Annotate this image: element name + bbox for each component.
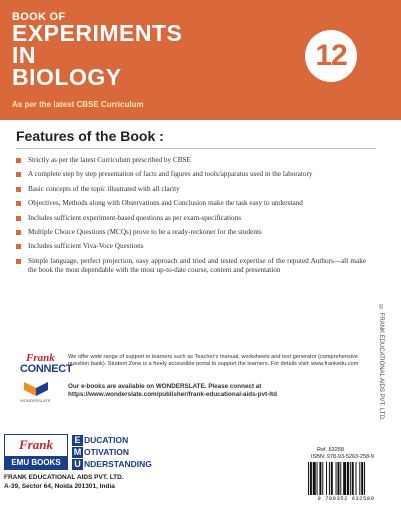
- barcode-bar: [322, 462, 323, 495]
- square-bullet-icon: [16, 230, 21, 235]
- barcode-bar: [319, 462, 321, 495]
- barcode-bar: [317, 462, 318, 495]
- square-bullet-icon: [16, 158, 21, 163]
- barcode-bar: [326, 462, 327, 495]
- list-item: Multiple Choice Questions (MCQs) prove to be a ready-reckoner for the students: [16, 228, 366, 237]
- motto-line: U NDERSTANDING: [72, 458, 152, 470]
- barcode-bar: [343, 462, 346, 495]
- list-item: Basic concepts of the topic illustrated with all clarity: [16, 185, 366, 194]
- emu-motto: [72, 434, 152, 470]
- barcode-bar: [313, 462, 316, 495]
- grade-badge: [305, 30, 357, 82]
- barcode-image: [307, 462, 385, 495]
- list-item: Strictly as per the latest Curriculum prescribed by CBSE: [16, 156, 366, 165]
- title-line: IN: [12, 42, 36, 68]
- copyright-vertical: [378, 305, 388, 465]
- wonderslate-link[interactable]: https://www.wonderslate.com/publisher/frank-educational-aids-pvt-ltd: [68, 391, 277, 398]
- title-line: BIOLOGY: [12, 64, 122, 90]
- features-list: [16, 156, 366, 281]
- publisher-address: A-39, Sector 64, Noida 201301, India: [4, 483, 115, 490]
- publisher-name: FRANK EDUCATIONAL AIDS PVT. LTD.: [4, 474, 124, 481]
- list-item: Objectives, Methods along with Observations and Conclusion make the task easy to understand: [16, 199, 366, 208]
- cover-header: [0, 0, 401, 120]
- book-title: [12, 22, 182, 88]
- square-bullet-icon: [16, 244, 21, 249]
- square-bullet-icon: [16, 172, 21, 177]
- square-bullet-icon: [16, 187, 21, 192]
- barcode-bar: [329, 462, 330, 495]
- frank-connect-logo: [20, 352, 73, 382]
- wonderslate-info: [68, 383, 363, 399]
- barcode-bar: [364, 462, 365, 495]
- barcode-bar: [308, 462, 309, 495]
- logo-frank-text: Frank: [19, 437, 53, 452]
- square-bullet-icon: [16, 216, 21, 221]
- features-heading: Features of the Book :: [16, 128, 164, 144]
- title-line: EXPERIMENTS: [12, 20, 183, 46]
- barcode-bar: [310, 462, 312, 495]
- logo-frank-text: Frank: [26, 352, 55, 364]
- square-bullet-icon: [16, 201, 21, 206]
- list-item: A complete step by step presentation of facts and figures and tools/apparatus used in the laboratory: [16, 170, 366, 179]
- wonderslate-line: Our e-books are available on WONDERSLATE. Please connect at: [68, 383, 262, 390]
- divider: [16, 148, 376, 149]
- ref-number: Ref. 63258: [317, 447, 344, 453]
- motto-line: M OTIVATION: [73, 447, 130, 457]
- barcode-block: [305, 447, 387, 503]
- barcode-bar: [331, 462, 333, 495]
- barcode-bar: [337, 462, 339, 495]
- barcode-bar: [359, 462, 360, 495]
- barcode-digits: 9 789352 632589: [317, 495, 375, 502]
- list-item: Includes sufficient experiment-based questions as per exam-specifications: [16, 214, 366, 223]
- barcode-bar: [361, 462, 363, 495]
- connect-description: We offer wide range of support to learners such as Teacher's manual, worksheets and test generator (comprehensive question bank). Student Zone is a freely accessible portal to support the learners. For details visit: www.frankedu.com: [68, 354, 359, 367]
- motto-line: E DUCATION: [72, 434, 152, 446]
- series-label: BOOK OF: [12, 11, 66, 23]
- barcode-bar: [356, 462, 357, 495]
- tagline: As per the latest CBSE Curriculum: [12, 100, 144, 109]
- barcode-bar: [347, 462, 349, 495]
- emu-books-logo: [4, 434, 68, 470]
- list-item: Includes sufficient Viva-Voce Questions: [16, 242, 366, 251]
- square-bullet-icon: [16, 259, 21, 264]
- logo-connect-text: CONNECT: [20, 363, 73, 375]
- wonderslate-icon: [24, 382, 48, 396]
- isbn-number: ISBN: 978-93-5263-258-9: [311, 454, 374, 460]
- barcode-bar: [352, 462, 354, 495]
- copyright-text: © FRANK EDUCATIONAL AIDS PVT. LTD.: [378, 305, 384, 421]
- logo-emu-books: EMU BOOKS: [5, 456, 67, 469]
- barcode-bar: [350, 462, 351, 495]
- list-item: Simple language, perfect projection, easy approach and tried and tested expertise of the reputed Authors—all make the book the most dependable with the most up-to-date course, content and presentation: [16, 257, 366, 276]
- frank-connect-panel: [20, 352, 365, 404]
- barcode-bar: [336, 462, 337, 495]
- wonderslate-label: WONDERSLATE: [20, 398, 51, 403]
- barcode-bar: [340, 462, 341, 495]
- publisher-block: [4, 434, 152, 502]
- grade-number: 12: [315, 39, 347, 72]
